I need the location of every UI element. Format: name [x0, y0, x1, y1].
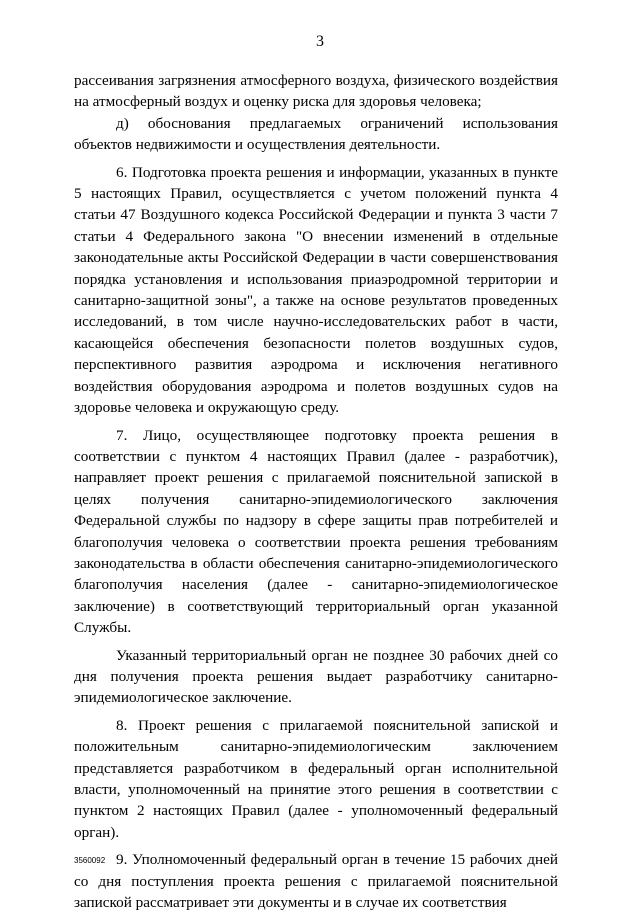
paragraph-continuation: рассеивания загрязнения атмосферного воздуха, физического воздействия на атмосферный воздух и оценку риска для здоровья человека; [74, 72, 558, 111]
document-code: 3560092 [74, 856, 106, 865]
document-body [74, 70, 558, 913]
paragraph-clause-6: 6. Подготовка проекта решения и информации, указанных в пункте 5 настоящих Правил, осуществляется с учетом положений пункта 4 статьи 47 Воздушного кодекса Российской Федерации и пункта 3 части 7 статьи 4 Федерального закона "О внесении изменений в отдельные законодательные акты Российской Федерации в части совершенствования порядка установления и использования приаэродромной территории и санитарно-защитной зоны", а также на основе результатов проведенных исследований, в том числе научно-исследовательских работ в части, касающейся обеспечения безопасности полетов воздушных судов, перспективного развития аэродрома и исключения негативного воздействия оборудования аэродрома и полетов воздушных судов на здоровье человека и окружающую среду. [74, 163, 558, 417]
paragraph-clause-8: 8. Проект решения с прилагаемой пояснительной запиской и положительным санитарно-эпидемиологическим заключением представляется разработчиком в федеральный орган исполнительной власти, уполномоченный на принятие этого решения в соответствии с пунктом 2 настоящих Правил (далее - уполномоченный федеральный орган). [74, 716, 558, 841]
paragraph-clause-7: 7. Лицо, осуществляющее подготовку проекта решения в соответствии с пунктом 4 настоящих Правил (далее - разработчик), направляет проект решения с прилагаемой пояснительной запиской в целях получения санитарно-эпидемиологического заключения Федеральной службы по надзору в сфере защиты прав потребителей и благополучия человека о соответствии проекта решения требованиям законодательства в области обеспечения санитарно-эпидемиологического благополучия населения (далее - санитарно-эпидемиологическое заключение) в соответствующий территориальный орган указанной Службы. [74, 426, 558, 637]
paragraph-item-d: д) обоснования предлагаемых ограничений использования объектов недвижимости и осуществления деятельности. [74, 114, 558, 154]
page-number: 3 [316, 33, 324, 50]
paragraph-clause-7-continued: Указанный территориальный орган не позднее 30 рабочих дней со дня получения проекта решения выдает разработчику санитарно-эпидемиологическое заключение. [74, 646, 558, 707]
paragraph-clause-9: 9. Уполномоченный федеральный орган в течение 15 рабочих дней со дня поступления проекта решения с прилагаемой пояснительной запиской рассматривает эти документы и в случае их соответствия [74, 851, 558, 912]
